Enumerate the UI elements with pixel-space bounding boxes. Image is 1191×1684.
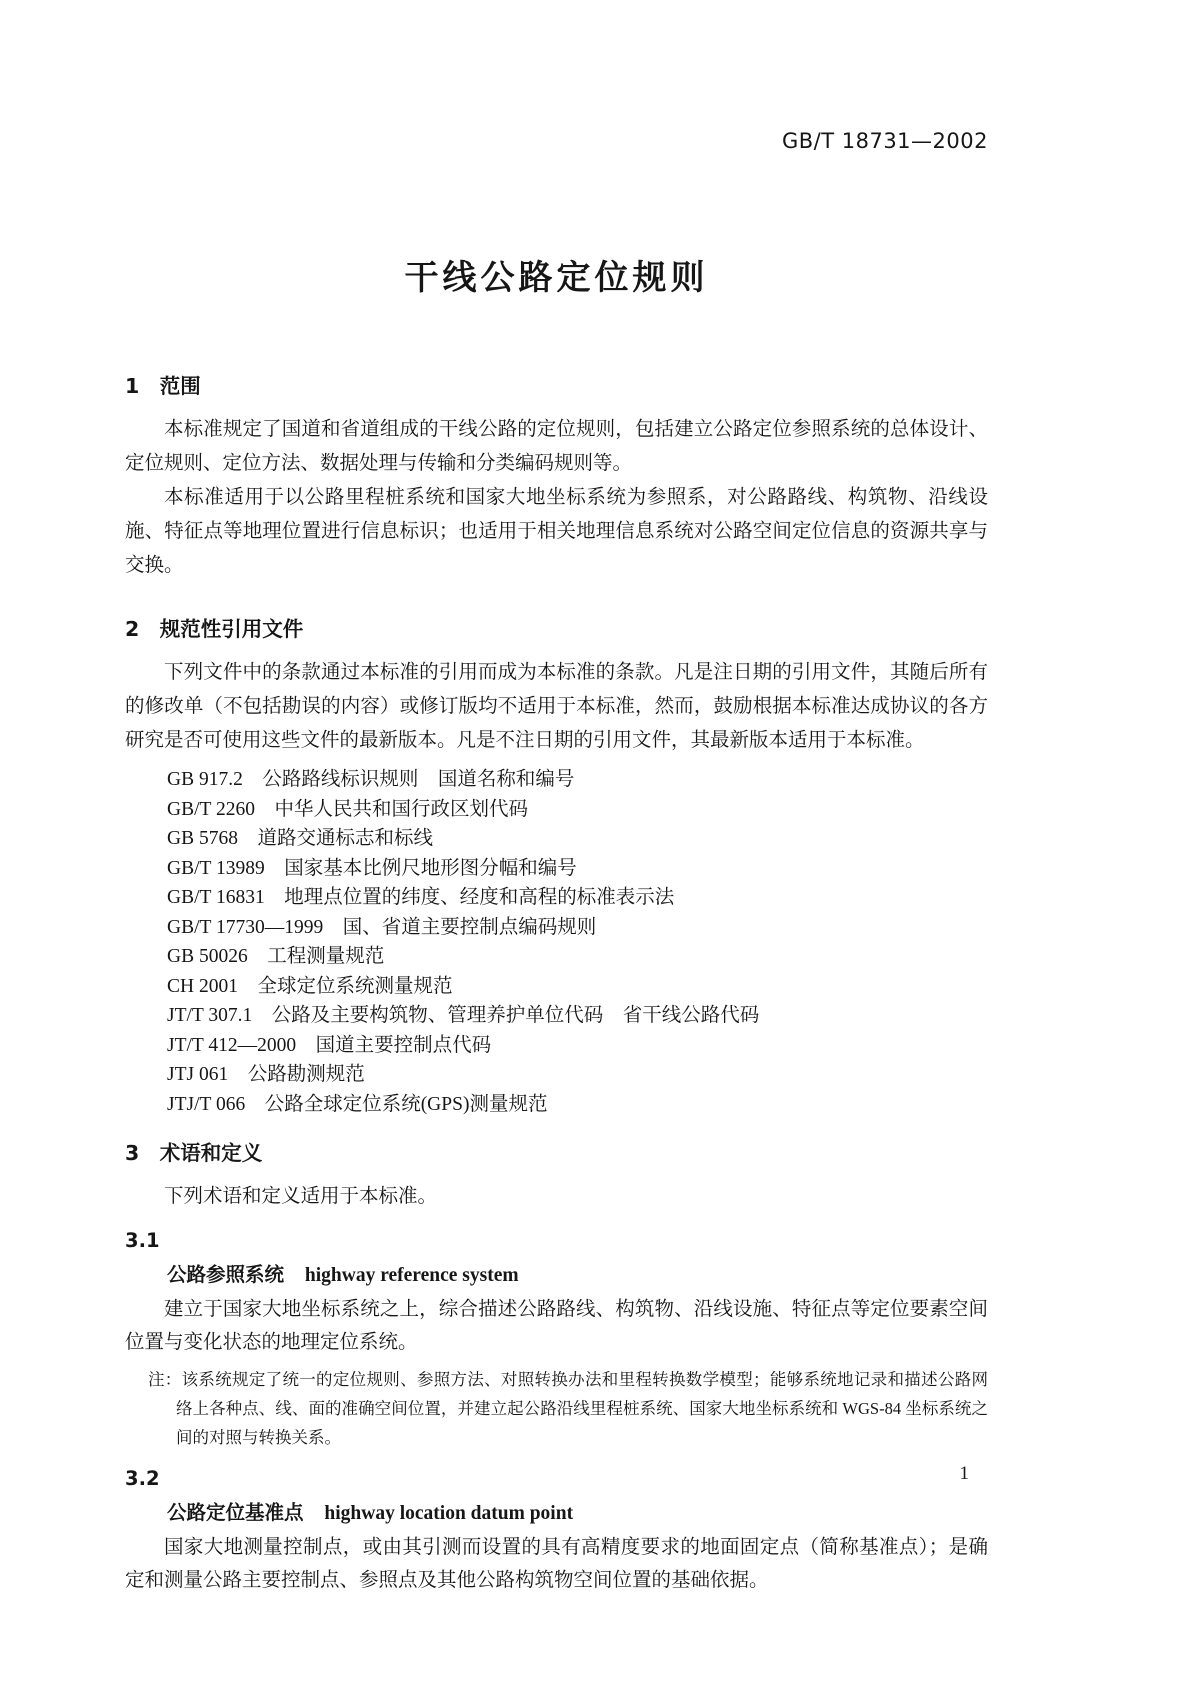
section-1-heading: 1 范围 — [125, 374, 201, 398]
term-heading — [125, 1498, 988, 1529]
paragraph: 下列文件中的条款通过本标准的引用而成为本标准的条款。凡是注日期的引用文件，其随后所有的修改单（不包括勘误的内容）或修订版均不适用于本标准，然而，鼓励根据本标准达成协议的各方研究是否可使用这些文件的最新版本。凡是不注日期的引用文件，其最新版本适用于本标准。 — [125, 662, 988, 751]
reference-item: GB/T 16831 地理点位置的纬度、经度和高程的标准表示法 — [167, 887, 675, 908]
paragraph: 下列术语和定义适用于本标准。 — [164, 1186, 438, 1207]
term-name-en: highway location datum point — [324, 1503, 574, 1524]
term-name-zh: 公路参照系统 — [167, 1263, 285, 1286]
page-number: 1 — [959, 1463, 969, 1484]
paragraph: 本标准规定了国道和省道组成的干线公路的定位规则，包括建立公路定位参照系统的总体设计、定位规则、定位方法、数据处理与传输和分类编码规则等。 — [125, 419, 988, 474]
term-3-2 — [125, 1465, 988, 1597]
reference-list — [125, 765, 988, 1119]
reference-item: CH 2001 全球定位系统测量规范 — [167, 975, 453, 997]
reference-item: GB 50026 工程测量规范 — [167, 946, 385, 967]
section-1 — [125, 372, 988, 583]
term-number: 3.2 — [125, 1467, 160, 1490]
reference-item: GB/T 2260 中华人民共和国行政区划代码 — [167, 798, 528, 820]
term-number: 3.1 — [125, 1229, 160, 1252]
reference-item: GB 917.2 公路路线标识规则 国道名称和编号 — [167, 769, 575, 790]
paragraph: 本标准适用于以公路里程桩系统和国家大地坐标系统为参照系，对公路路线、构筑物、沿线设施、特征点等地理位置进行信息标识；也适用于相关地理信息系统对公路空间定位信息的资源共享与交换。 — [125, 487, 988, 576]
term-name-en: highway reference system — [304, 1265, 519, 1286]
term-definition: 国家大地测量控制点，或由其引测而设置的具有高精度要求的地面固定点（简称基准点）；是确定和测量公路主要控制点、参照点及其他公路构筑物空间位置的基础依据。 — [125, 1537, 988, 1591]
reference-item: GB 5768 道路交通标志和标线 — [167, 828, 433, 849]
reference-item: JTJ 061 公路勘测规范 — [167, 1064, 365, 1085]
section-2-heading: 2 规范性引用文件 — [125, 617, 304, 641]
document-title: 干线公路定位规则 — [404, 258, 709, 298]
reference-item: JTJ/T 066 公路全球定位系统(GPS)测量规范 — [167, 1093, 548, 1115]
reference-item: JT/T 307.1 公路及主要构筑物、管理养护单位代码 省干线公路代码 — [167, 1005, 760, 1026]
doc-number: GB/T 18731—2002 — [781, 129, 988, 153]
reference-item: JT/T 412—2000 国道主要控制点代码 — [167, 1034, 492, 1056]
section-3-heading: 3 术语和定义 — [125, 1141, 263, 1165]
term-3-1 — [125, 1227, 988, 1452]
reference-item: GB/T 17730—1999 国、省道主要控制点编码规则 — [167, 916, 597, 938]
section-2 — [125, 615, 988, 1119]
reference-item: GB/T 13989 国家基本比例尺地形图分幅和编号 — [167, 857, 577, 879]
term-definition: 建立于国家大地坐标系统之上，综合描述公路路线、构筑物、沿线设施、特征点等定位要素空间位置与变化状态的地理定位系统。 — [125, 1299, 988, 1353]
section-3 — [125, 1139, 988, 1597]
term-heading — [125, 1260, 988, 1291]
term-note: 注：该系统规定了统一的定位规则、参照方法、对照转换办法和里程转换数学模型；能够系统地记录和描述公路网络上各种点、线、面的准确空间位置，并建立起公路沿线里程桩系统、国家大地坐标系统和 WGS-84 坐标系统之间的对照与转换关系。 — [148, 1370, 988, 1447]
term-name-zh: 公路定位基准点 — [167, 1501, 304, 1524]
